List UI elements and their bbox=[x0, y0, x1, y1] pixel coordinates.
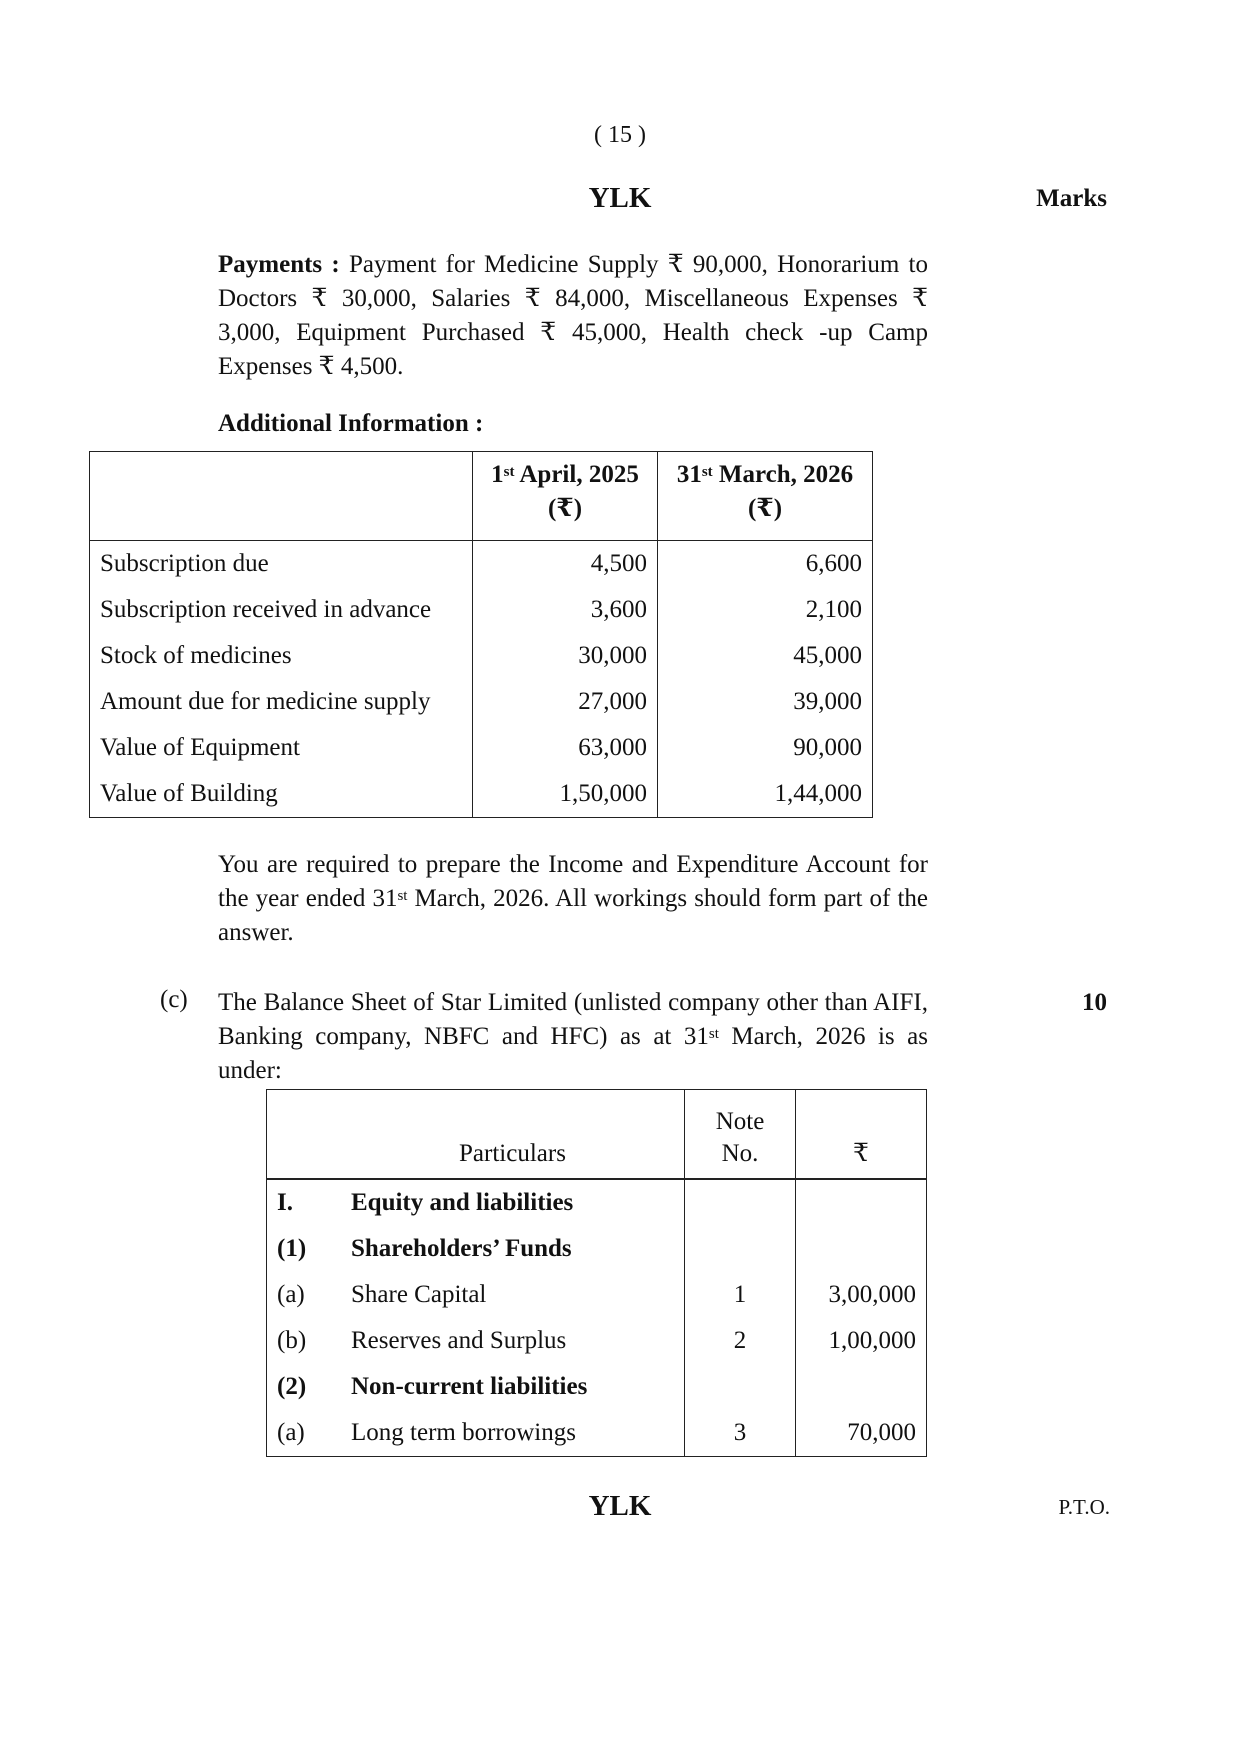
row-label: Value of Building bbox=[90, 771, 473, 818]
row-note: 3 bbox=[685, 1410, 796, 1457]
row-note: 1 bbox=[685, 1272, 796, 1318]
row-value-closing: 39,000 bbox=[658, 679, 873, 725]
payments-paragraph bbox=[218, 248, 928, 384]
row-label: Subscription received in advance bbox=[90, 587, 473, 633]
row-amount: 70,000 bbox=[796, 1410, 927, 1457]
row-sno: (a) bbox=[267, 1272, 342, 1318]
balance-sheet-table bbox=[266, 1089, 927, 1457]
note-header: Note No. bbox=[685, 1090, 796, 1180]
row-sno: I. bbox=[267, 1179, 342, 1226]
payments-text: Payment for Medicine Supply ₹ 90,000, Honorarium to Doctors ₹ 30,000, Salaries ₹ 84,000, Miscellaneous Expenses ₹ 3,000, Equipment Purchased ₹ 45,000, Health check -up Camp Expenses ₹ 4,500. bbox=[218, 251, 928, 380]
payments-label: Payments : bbox=[218, 251, 340, 278]
table-row bbox=[90, 633, 873, 679]
table-row bbox=[90, 771, 873, 818]
paper-code-bottom: YLK bbox=[588, 1490, 652, 1522]
row-label: Amount due for medicine supply bbox=[90, 679, 473, 725]
row-note bbox=[685, 1364, 796, 1410]
row-value-opening: 27,000 bbox=[473, 679, 658, 725]
sno-header-cell bbox=[267, 1090, 342, 1180]
table-row bbox=[267, 1410, 927, 1457]
question-c-text: The Balance Sheet of Star Limited (unlisted company other than AIFI, Banking company, NBFC and HFC) as at 31st March, 2026 is as under: bbox=[218, 989, 928, 1084]
column-header-opening: 1st April, 2025 (₹) bbox=[473, 452, 658, 541]
table-row bbox=[90, 587, 873, 633]
row-value-closing: 6,600 bbox=[658, 541, 873, 588]
row-label: Stock of medicines bbox=[90, 633, 473, 679]
row-value-opening: 1,50,000 bbox=[473, 771, 658, 818]
row-label: Subscription due bbox=[90, 541, 473, 588]
row-note bbox=[685, 1226, 796, 1272]
table-header-row bbox=[90, 452, 873, 541]
requirement-paragraph: You are required to prepare the Income and Expenditure Account for the year ended 31st March, 2026. All workings should form part of the answer. bbox=[218, 851, 928, 946]
marks-heading: Marks bbox=[1036, 185, 1107, 212]
additional-info-table bbox=[89, 451, 873, 818]
blank-header-cell bbox=[90, 452, 473, 541]
table-row bbox=[90, 541, 873, 588]
row-particular: Non-current liabilities bbox=[341, 1364, 685, 1410]
row-amount bbox=[796, 1226, 927, 1272]
row-particular: Equity and liabilities bbox=[341, 1179, 685, 1226]
table-row bbox=[90, 679, 873, 725]
row-sno: (b) bbox=[267, 1318, 342, 1364]
table-row bbox=[267, 1226, 927, 1272]
row-amount: 3,00,000 bbox=[796, 1272, 927, 1318]
row-sno: (a) bbox=[267, 1410, 342, 1457]
row-particular: Shareholders’ Funds bbox=[341, 1226, 685, 1272]
row-amount: 1,00,000 bbox=[796, 1318, 927, 1364]
table-row bbox=[267, 1179, 927, 1226]
particulars-header: Particulars bbox=[341, 1090, 685, 1180]
row-value-opening: 4,500 bbox=[473, 541, 658, 588]
row-value-opening: 30,000 bbox=[473, 633, 658, 679]
row-value-opening: 63,000 bbox=[473, 725, 658, 771]
row-particular: Long term borrowings bbox=[341, 1410, 685, 1457]
question-label-c: (c) bbox=[160, 986, 188, 1013]
row-value-opening: 3,600 bbox=[473, 587, 658, 633]
pto-label: P.T.O. bbox=[1058, 1495, 1110, 1519]
row-amount bbox=[796, 1179, 927, 1226]
row-particular: Share Capital bbox=[341, 1272, 685, 1318]
additional-info-heading: Additional Information : bbox=[218, 410, 484, 437]
row-value-closing: 1,44,000 bbox=[658, 771, 873, 818]
row-value-closing: 2,100 bbox=[658, 587, 873, 633]
table-row bbox=[267, 1318, 927, 1364]
column-header-closing: 31st March, 2026 (₹) bbox=[658, 452, 873, 541]
question-c-marks: 10 bbox=[1082, 989, 1107, 1016]
row-note: 2 bbox=[685, 1318, 796, 1364]
table-row bbox=[267, 1272, 927, 1318]
row-sno: (2) bbox=[267, 1364, 342, 1410]
row-sno: (1) bbox=[267, 1226, 342, 1272]
amount-header: ₹ bbox=[796, 1090, 927, 1180]
row-value-closing: 90,000 bbox=[658, 725, 873, 771]
row-particular: Reserves and Surplus bbox=[341, 1318, 685, 1364]
table-row bbox=[90, 725, 873, 771]
row-amount bbox=[796, 1364, 927, 1410]
paper-code-top: YLK bbox=[588, 182, 652, 214]
row-label: Value of Equipment bbox=[90, 725, 473, 771]
row-value-closing: 45,000 bbox=[658, 633, 873, 679]
table-header-row bbox=[267, 1090, 927, 1180]
page-number: ( 15 ) bbox=[594, 122, 646, 148]
row-note bbox=[685, 1179, 796, 1226]
table-row bbox=[267, 1364, 927, 1410]
